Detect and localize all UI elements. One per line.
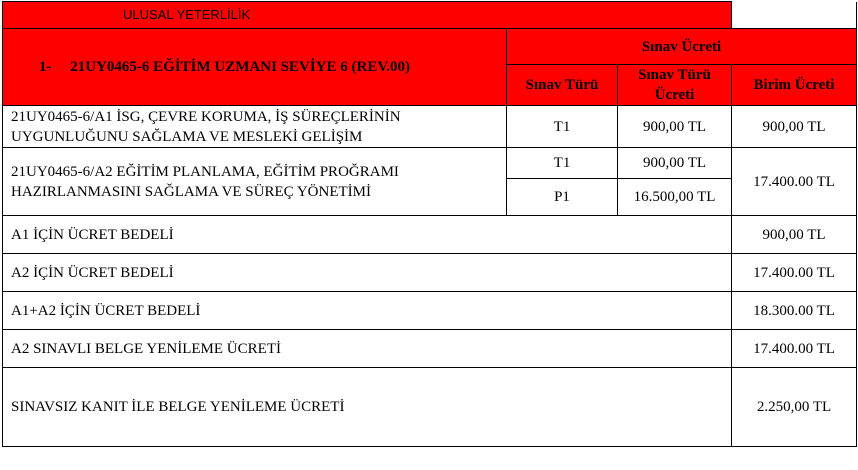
summary-label: SINAVSIZ KANIT İLE BELGE YENİLEME ÜCRETİ <box>3 368 732 447</box>
qualification-title-cell <box>3 29 507 106</box>
unit-fee-header: Birim Ücreti <box>732 65 857 106</box>
summary-label: A1+A2 İÇİN ÜCRET BEDELİ <box>3 292 732 330</box>
unit-row-a2 <box>3 148 857 179</box>
exam-type-fee: 900,00 TL <box>618 148 732 179</box>
qualification-header-row <box>3 29 857 65</box>
exam-type-fee: 16.500,00 TL <box>618 179 732 216</box>
exam-type: T1 <box>507 106 618 148</box>
summary-label: A2 İÇİN ÜCRET BEDELİ <box>3 254 732 292</box>
summary-row <box>3 368 857 447</box>
summary-value: 17.400.00 TL <box>732 254 857 292</box>
summary-value: 2.250,00 TL <box>732 368 857 447</box>
summary-value: 17.400.00 TL <box>732 330 857 368</box>
fee-table <box>2 1 857 447</box>
unit-name: 21UY0465-6/A1 İSG, ÇEVRE KORUMA, İŞ SÜREÇLERİNİN UYGUNLUĞUNU SAĞLAMA VE MESLEKİ GELİŞİM <box>3 106 507 148</box>
qualification-title: 21UY0465-6 EĞİTİM UZMANI SEVİYE 6 (REV.00) <box>70 59 410 75</box>
summary-row <box>3 254 857 292</box>
summary-row <box>3 330 857 368</box>
exam-type-fee: 900,00 TL <box>618 106 732 148</box>
exam-type: T1 <box>507 148 618 179</box>
unit-fee: 900,00 TL <box>732 106 857 148</box>
exam-type: P1 <box>507 179 618 216</box>
section-title: ULUSAL YETERLİLİK <box>3 2 732 29</box>
exam-fee-header: Sınav Ücreti <box>507 29 857 65</box>
section-title-empty-cell <box>732 2 857 29</box>
summary-row <box>3 216 857 254</box>
exam-type-header: Sınav Türü <box>507 65 618 106</box>
summary-label: A2 SINAVLI BELGE YENİLEME ÜCRETİ <box>3 330 732 368</box>
qualification-number: 1- <box>39 59 52 75</box>
section-title-row <box>3 2 857 29</box>
summary-label: A1 İÇİN ÜCRET BEDELİ <box>3 216 732 254</box>
unit-name: 21UY0465-6/A2 EĞİTİM PLANLAMA, EĞİTİM PROĞRAMI HAZIRLANMASINI SAĞLAMA VE SÜREÇ YÖNETİMİ <box>3 148 507 216</box>
exam-type-fee-header: Sınav Türü Ücreti <box>618 65 732 106</box>
summary-value: 18.300.00 TL <box>732 292 857 330</box>
summary-value: 900,00 TL <box>732 216 857 254</box>
summary-row <box>3 292 857 330</box>
unit-row-a1 <box>3 106 857 148</box>
unit-fee: 17.400.00 TL <box>732 148 857 216</box>
